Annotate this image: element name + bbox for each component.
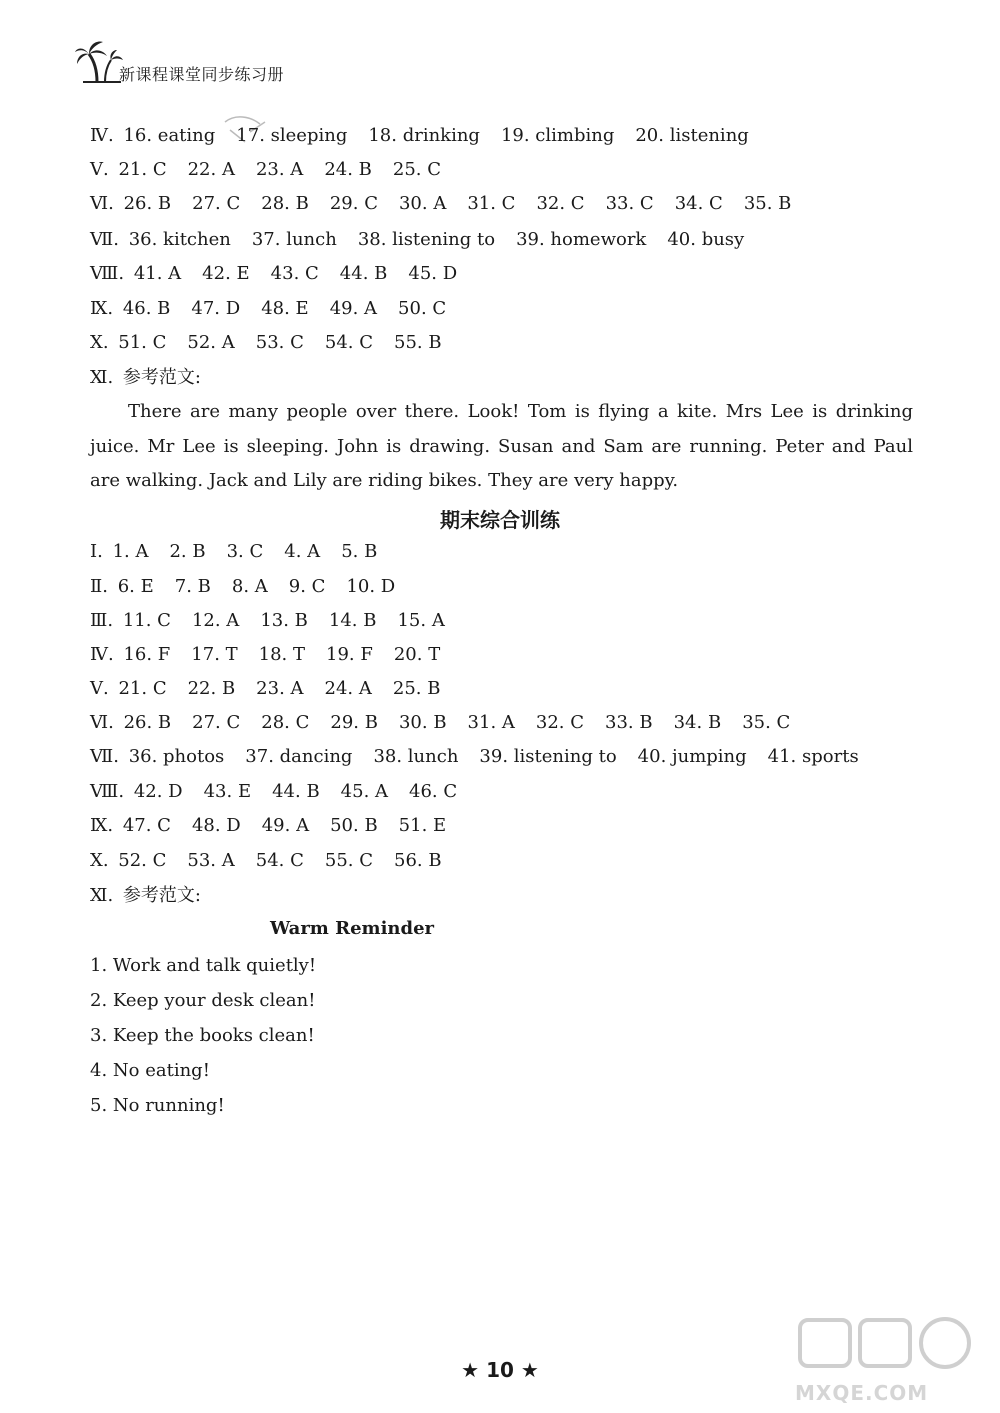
answer-item: 35. B [743, 193, 792, 214]
answer-item: 33. C [605, 193, 654, 214]
answer-item: 45. A [340, 781, 389, 802]
answer-row [90, 643, 461, 667]
answer-item: 56. B [394, 850, 442, 871]
reminder-title: Warm Reminder [270, 918, 435, 939]
answer-item: 36. photos [128, 746, 225, 767]
answer-item: 41. sports [767, 746, 859, 767]
answer-item: 2. B [169, 541, 206, 562]
section-number: Ⅶ. [90, 229, 119, 250]
answer-row [90, 228, 765, 252]
watermark-icon [795, 1312, 980, 1372]
answer-item: 16. eating [123, 125, 216, 146]
section-number: Ⅵ. [90, 193, 114, 214]
answer-item: 10. D [346, 576, 396, 597]
answer-item: 24. A [324, 678, 372, 699]
answer-item: 53. A [187, 850, 235, 871]
watermark-text: MXQE.COM [795, 1381, 929, 1405]
model-essay-label: 参考范文: [122, 367, 201, 388]
answer-item: 46. B [122, 298, 171, 319]
answer-item: 16. F [123, 644, 171, 665]
answer-item: 13. B [260, 610, 308, 631]
answer-item: 55. B [394, 332, 442, 353]
answer-item: 50. B [330, 815, 378, 836]
answer-item: 44. B [339, 263, 388, 284]
answer-row [90, 366, 222, 390]
answer-item: 18. T [258, 644, 306, 665]
answer-item: 4. A [284, 541, 321, 562]
section-number: Ⅹ. [90, 332, 109, 353]
answer-item: 18. drinking [368, 125, 480, 146]
star-icon: ★ [461, 1358, 480, 1382]
answer-item: 3. C [226, 541, 264, 562]
model-essay: There are many people over there. Look! Tom is flying a kite. Mrs Lee is drinking juice. Mr Lee is sleeping. John is drawing. Susan and Sam are running. Peter and Paul are walking. Jack and Lily are riding bikes. They are very happy. [90, 401, 913, 491]
answer-row [90, 745, 880, 769]
answer-item: 45. D [408, 263, 458, 284]
answer-item: 49. A [261, 815, 310, 836]
section-title: 期末综合训练 [440, 508, 560, 532]
answer-item: 47. C [122, 815, 171, 836]
answer-item: 27. C [192, 712, 241, 733]
answer-item: 39. homework [516, 229, 647, 250]
section-number: Ⅷ. [90, 781, 125, 802]
answer-item: 7. B [174, 576, 211, 597]
answer-row [90, 124, 770, 148]
answer-item: 40. busy [667, 229, 745, 250]
answer-item: 54. C [255, 850, 304, 871]
answer-item: 35. C [742, 712, 791, 733]
answer-item: 31. A [467, 712, 515, 733]
answer-item: 43. E [203, 781, 252, 802]
answer-item: 32. C [536, 193, 585, 214]
page-number-value: 10 [486, 1358, 514, 1382]
answer-item: 37. lunch [251, 229, 337, 250]
answer-item: 25. B [392, 678, 441, 699]
answer-item: 20. T [393, 644, 441, 665]
answer-item: 53. C [255, 332, 304, 353]
answer-row [90, 609, 466, 633]
answer-item: 14. B [328, 610, 377, 631]
answer-item: 30. B [398, 712, 447, 733]
answer-row [90, 262, 478, 286]
answer-item: 55. C [324, 850, 374, 871]
page-header [75, 38, 355, 88]
answer-row [90, 849, 463, 873]
answer-item: 31. C [467, 193, 516, 214]
answer-row [90, 192, 812, 216]
section-number: Ⅲ. [90, 610, 114, 631]
answer-row [90, 884, 222, 908]
reminder-item: 3. Keep the books clean! [90, 1025, 315, 1046]
answer-item: 20. listening [635, 125, 749, 146]
answer-row [90, 297, 467, 321]
answer-item: 26. B [123, 712, 172, 733]
answer-row [90, 331, 463, 355]
reminder-item: 2. Keep your desk clean! [90, 990, 316, 1011]
answer-item: 19. climbing [500, 125, 615, 146]
answer-item: 22. A [187, 159, 235, 180]
answer-item: 24. B [324, 159, 372, 180]
reminder-item: 5. No running! [90, 1095, 225, 1116]
answer-item: 6. E [117, 576, 154, 597]
section-number: Ⅺ. [90, 367, 114, 388]
answer-item: 29. B [330, 712, 378, 733]
answer-item: 17. sleeping [236, 125, 348, 146]
answer-item: 5. B [341, 541, 378, 562]
answer-item: 46. C [409, 781, 458, 802]
answer-row [90, 540, 398, 564]
answer-item: 33. B [605, 712, 653, 733]
answer-item: 37. dancing [245, 746, 353, 767]
answer-item: 52. C [118, 850, 167, 871]
answer-item: 11. C [122, 610, 171, 631]
answer-item: 1. A [112, 541, 149, 562]
answer-item: 34. C [674, 193, 723, 214]
section-number: Ⅵ. [90, 712, 114, 733]
answer-row [90, 158, 462, 182]
answer-item: 22. B [187, 678, 236, 699]
answer-item: 48. E [261, 298, 309, 319]
answer-item: 50. C [398, 298, 447, 319]
star-icon: ★ [520, 1358, 539, 1382]
answer-item: 12. A [191, 610, 240, 631]
watermark-logo [795, 1312, 980, 1407]
section-number: Ⅸ. [90, 298, 114, 319]
answer-item: 23. A [256, 678, 304, 699]
answer-item: 23. A [255, 159, 304, 180]
answer-item: 19. F [326, 644, 373, 665]
answer-item: 25. C [392, 159, 442, 180]
section-number: Ⅴ. [90, 159, 109, 180]
palm-tree-icon [75, 38, 123, 84]
answer-item: 26. B [123, 193, 172, 214]
section-number: Ⅴ. [90, 678, 109, 699]
answer-item: 39. listening to [479, 746, 617, 767]
answer-item: 51. E [398, 815, 447, 836]
section-number: Ⅸ. [90, 815, 114, 836]
book-title: 新课程课堂同步练习册 [119, 65, 285, 84]
section-number: Ⅹ. [90, 850, 109, 871]
section-number: Ⅰ. [90, 541, 103, 562]
answer-row [90, 575, 416, 599]
answer-item: 42. E [202, 263, 250, 284]
answer-item: 38. listening to [357, 229, 496, 250]
answer-row [90, 780, 478, 804]
answer-item: 38. lunch [373, 746, 459, 767]
answer-item: 21. C [118, 678, 167, 699]
answer-item: 48. D [191, 815, 241, 836]
answer-row [90, 711, 811, 735]
answer-item: 49. A [329, 298, 378, 319]
model-essay-label: 参考范文: [122, 885, 201, 906]
answer-item: 36. kitchen [128, 229, 231, 250]
answer-item: 43. C [270, 263, 319, 284]
answer-item: 54. C [324, 332, 374, 353]
answer-item: 28. B [261, 193, 309, 214]
answer-item: 42. D [133, 781, 183, 802]
answer-item: 21. C [118, 159, 167, 180]
answer-item: 9. C [288, 576, 326, 597]
answer-item: 40. jumping [637, 746, 747, 767]
section-number: Ⅶ. [90, 746, 119, 767]
answer-item: 41. A [133, 263, 182, 284]
answer-item: 29. C [329, 193, 378, 214]
reminder-item: 4. No eating! [90, 1060, 210, 1081]
answer-item: 52. A [187, 332, 235, 353]
section-number: Ⅺ. [90, 885, 114, 906]
answer-item: 51. C [118, 332, 167, 353]
answer-item: 15. A [397, 610, 445, 631]
section-number: Ⅱ. [90, 576, 108, 597]
reminder-item: 1. Work and talk quietly! [90, 955, 317, 976]
answer-item: 34. B [673, 712, 722, 733]
answer-row [90, 814, 467, 838]
answer-item: 8. A [231, 576, 268, 597]
section-number: Ⅷ. [90, 263, 125, 284]
answer-item: 30. A [398, 193, 447, 214]
answer-item: 17. T [191, 644, 238, 665]
answer-item: 28. C [261, 712, 310, 733]
section-number: Ⅳ. [90, 644, 114, 665]
answer-item: 32. C [535, 712, 585, 733]
answer-row [90, 677, 461, 701]
answer-item: 44. B [272, 781, 320, 802]
answer-item: 47. D [191, 298, 241, 319]
section-number: Ⅳ. [90, 125, 114, 146]
answer-item: 27. C [192, 193, 241, 214]
